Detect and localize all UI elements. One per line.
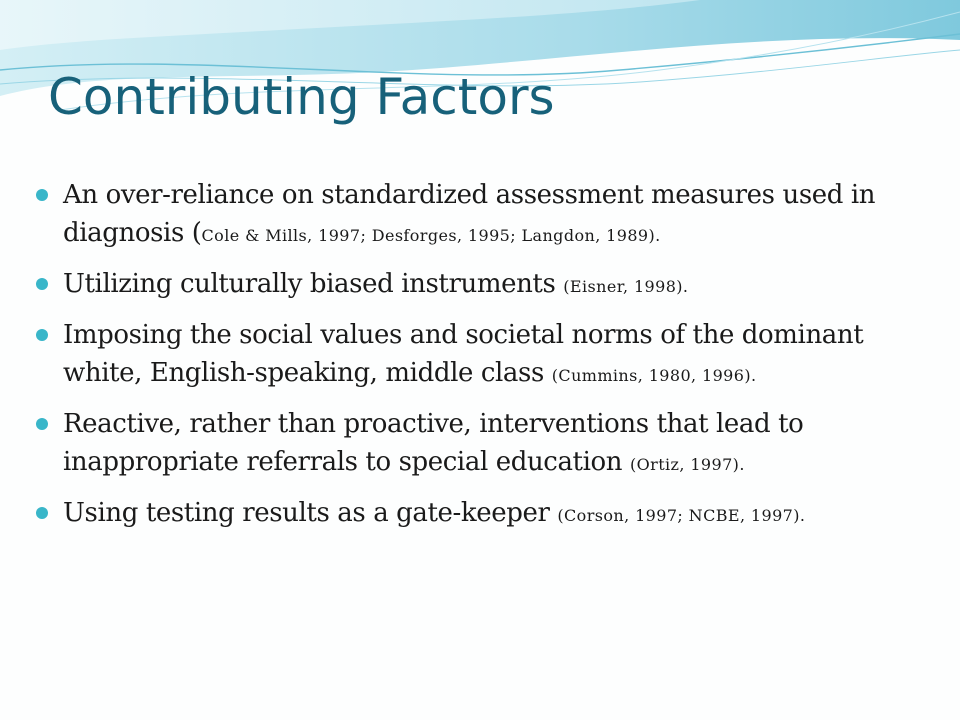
bullet-item (36, 494, 936, 535)
bullet-item (36, 265, 936, 306)
bullet-dot-icon (36, 329, 48, 341)
bullet-item (36, 405, 936, 484)
bullet-item (36, 176, 936, 255)
bullet-text: Using testing results as a gate-keeper (63, 498, 558, 528)
bullet-dot-icon (36, 507, 48, 519)
bullet-dot-icon (36, 418, 48, 430)
citation-paren: ( (191, 218, 202, 248)
bullet-text: Reactive, rather than proactive, interventions that lead to inappropriate referrals to special education (63, 409, 804, 477)
bullet-list (36, 176, 936, 545)
bullet-text: An over-reliance on standardized assessment measures used in diagnosis (63, 180, 876, 248)
citation: Cole & Mills, 1997; Desforges, 1995; Langdon, 1989). (201, 226, 661, 245)
bullet-dot-icon (36, 278, 48, 290)
bullet-dot-icon (36, 189, 48, 201)
citation: (Cummins, 1980, 1996). (551, 366, 757, 385)
bullet-text: Imposing the social values and societal norms of the dominant white, English-speaking, middle class (63, 320, 864, 388)
bullet-item (36, 316, 936, 395)
citation: (Ortiz, 1997). (630, 455, 745, 474)
citation: (Eisner, 1998). (563, 277, 689, 296)
citation: (Corson, 1997; NCBE, 1997). (557, 506, 806, 525)
slide-title: Contributing Factors (48, 68, 555, 126)
bullet-text: Utilizing culturally biased instruments (63, 269, 564, 299)
